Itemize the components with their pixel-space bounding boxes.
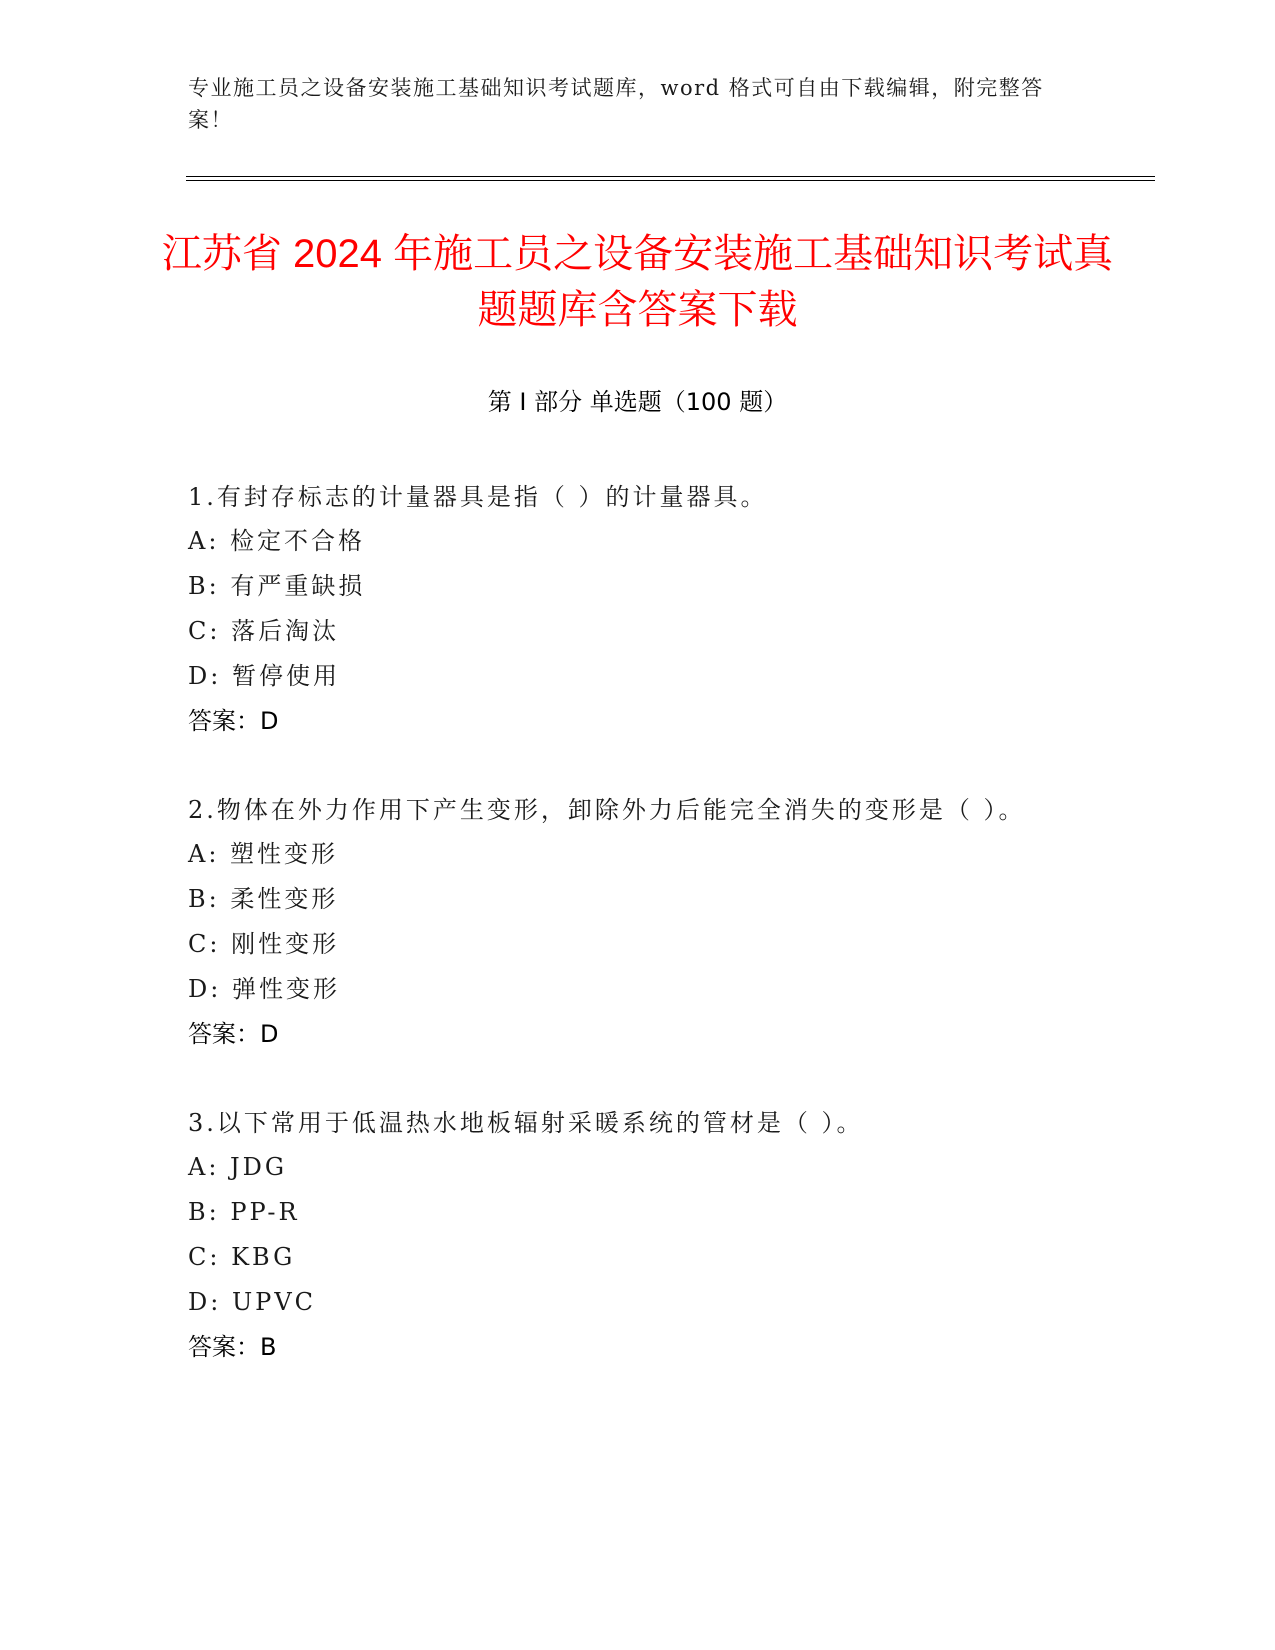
answer-line: 答案：D [188,707,279,735]
option-d: D: 弹性变形 [188,975,340,1003]
question-spacer [188,744,1088,788]
option-c: C: 落后淘汰 [188,617,340,645]
question-2 [188,788,1088,1057]
option-a: A: 塑性变形 [188,840,339,868]
question-stem: 1.有封存标志的计量器具是指（ ）的计量器具。 [188,483,768,511]
question-stem: 3.以下常用于低温热水地板辐射采暖系统的管材是（ ）。 [188,1109,864,1137]
answer-line: 答案：B [188,1333,277,1361]
option-b: B: 有严重缺损 [188,572,366,600]
option-b: B: PP-R [188,1198,300,1226]
option-d: D: 暂停使用 [188,662,340,690]
question-spacer [188,1057,1088,1101]
question-list [188,475,1088,1370]
question-1 [188,475,1088,744]
question-stem: 2.物体在外力作用下产生变形，卸除外力后能完全消失的变形是（ ）。 [188,796,1026,824]
option-b: B: 柔性变形 [188,885,339,913]
answer-line: 答案：D [188,1020,279,1048]
option-c: C: 刚性变形 [188,930,340,958]
option-a: A: 检定不合格 [188,527,366,555]
option-c: C: KBG [188,1243,296,1271]
question-3 [188,1101,1088,1370]
header-note: 专业施工员之设备安装施工基础知识考试题库，word 格式可自由下载编辑，附完整答案！ [188,76,1044,132]
header-divider [186,176,1155,181]
document-title: 江苏省 2024 年施工员之设备安装施工基础知识考试真题题库含答案下载 [161,232,1114,332]
section-heading: 第 I 部分 单选题（100 题） [487,388,788,416]
option-a: A: JDG [188,1153,288,1181]
option-d: D: UPVC [188,1288,317,1316]
